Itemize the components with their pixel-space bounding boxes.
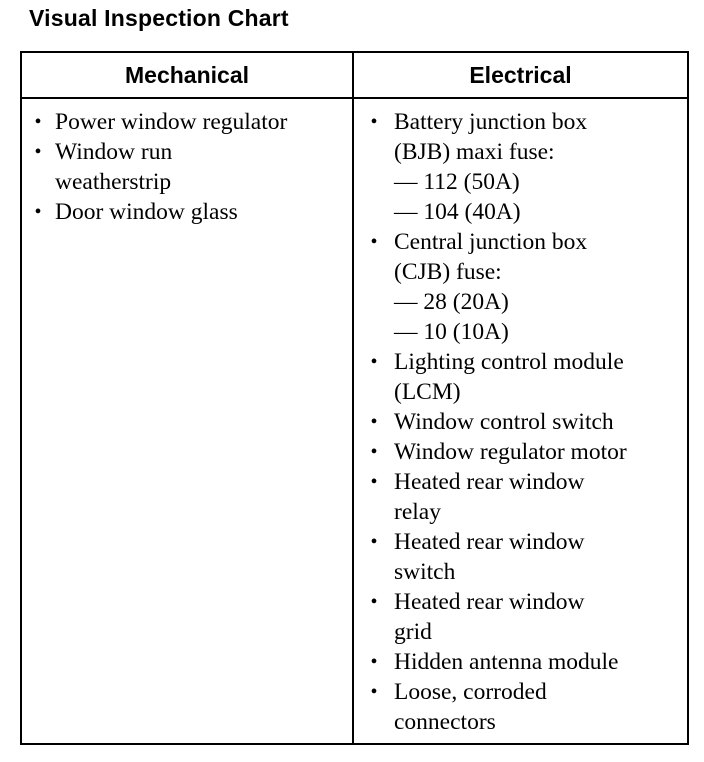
mechanical-list [22, 99, 352, 227]
bullet-icon: • [370, 111, 378, 133]
list-item-line: (BJB) maxi fuse: [394, 139, 555, 165]
list-item-text [32, 197, 352, 227]
list-item-line: (LCM) [394, 379, 461, 405]
inspection-table [20, 51, 689, 745]
list-item-line: — 10 (10A) [394, 319, 509, 345]
list-item [32, 137, 352, 197]
bullet-icon: • [34, 111, 42, 133]
list-item [32, 107, 352, 137]
list-item [368, 407, 687, 437]
list-item-line: Window control switch [394, 409, 614, 435]
list-item-text [368, 107, 687, 227]
list-item [368, 107, 687, 227]
list-item [368, 347, 687, 407]
list-item-line: Hidden antenna module [394, 649, 619, 675]
list-item [368, 467, 687, 527]
bullet-icon: • [370, 411, 378, 433]
list-item-line: relay [394, 499, 441, 525]
bullet-icon: • [370, 231, 378, 253]
list-item-line: switch [394, 559, 456, 585]
list-item [368, 677, 687, 737]
list-item-line: Window regulator motor [394, 439, 627, 465]
list-item-line: (CJB) fuse: [394, 259, 502, 285]
bullet-icon: • [370, 681, 378, 703]
bullet-icon: • [370, 471, 378, 493]
electrical-list [354, 99, 687, 737]
list-item-text [368, 227, 687, 347]
list-item [32, 197, 352, 227]
bullet-icon: • [370, 351, 378, 373]
list-item-line: Lighting control module [394, 349, 624, 375]
list-item-text [368, 467, 687, 527]
list-item-line: — 112 (50A) [394, 169, 520, 195]
list-item-line: Window run [55, 139, 173, 165]
bullet-icon: • [370, 591, 378, 613]
electrical-column [353, 98, 688, 744]
bullet-icon: • [34, 201, 42, 223]
list-item-text [368, 407, 687, 437]
list-item-line: Loose, corroded [394, 679, 547, 705]
list-item [368, 647, 687, 677]
list-item-text [368, 527, 687, 587]
bullet-icon: • [370, 651, 378, 673]
list-item-text [368, 437, 687, 467]
list-item-text [368, 347, 687, 407]
list-item-text [368, 587, 687, 647]
page-title: Visual Inspection Chart [29, 5, 289, 31]
list-item [368, 587, 687, 647]
bullet-icon: • [370, 441, 378, 463]
list-item-line: Power window regulator [55, 109, 288, 135]
list-item-line: — 28 (20A) [394, 289, 509, 315]
list-item-line: — 104 (40A) [394, 199, 521, 225]
list-item-line: Heated rear window [394, 589, 585, 615]
mechanical-column [21, 98, 353, 744]
list-item-line: Heated rear window [394, 529, 585, 555]
list-item-line: Central junction box [394, 229, 588, 255]
list-item [368, 227, 687, 347]
list-item [368, 527, 687, 587]
bullet-icon: • [34, 141, 42, 163]
list-item-line: grid [394, 619, 432, 645]
electrical-header: Electrical [353, 52, 688, 98]
list-item [368, 437, 687, 467]
list-item-text [32, 137, 352, 197]
bullet-icon: • [370, 531, 378, 553]
list-item-text [368, 677, 687, 737]
list-item-text [32, 107, 352, 137]
list-item-text [368, 647, 687, 677]
list-item-line: Battery junction box [394, 109, 588, 135]
list-item-line: weatherstrip [55, 169, 172, 195]
list-item-line: Door window glass [55, 199, 238, 225]
mechanical-header: Mechanical [21, 52, 353, 98]
list-item-line: Heated rear window [394, 469, 585, 495]
list-item-line: connectors [394, 709, 496, 735]
